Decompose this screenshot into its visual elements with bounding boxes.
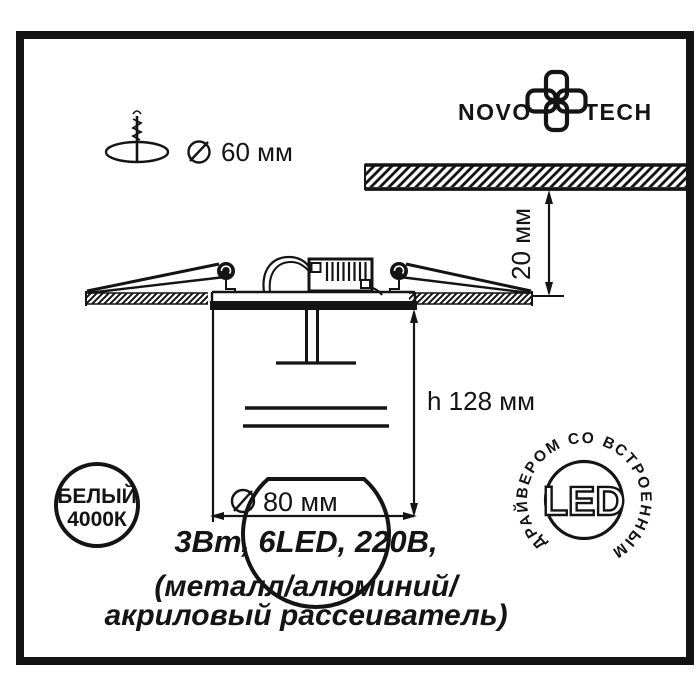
- sheet-frame: [20, 35, 690, 661]
- depth-dimension-label: 20 мм: [506, 208, 536, 280]
- novotech-flower-icon: [528, 72, 586, 130]
- stem: [307, 310, 318, 363]
- height-dimension-label: h 128 мм: [427, 386, 536, 416]
- cutout-dimension-label: 60 мм: [221, 137, 293, 167]
- color-temp-line2: 4000К: [67, 508, 127, 531]
- led-badge-ring-text: ДРАЙВЕРОМ СО ВСТРОЕННЫМ: [513, 429, 655, 562]
- led-driver-box: [309, 259, 372, 291]
- led-badge: [513, 430, 654, 562]
- spec-power-line: 3Вт, 6LED, 220В,: [174, 524, 438, 559]
- depth-dimension: [506, 190, 564, 296]
- drill-cutout-icon: [106, 111, 168, 162]
- body-diameter-dimension: [210, 487, 417, 520]
- spec-text: [104, 524, 507, 632]
- color-temp-line1: БЕЛЫЙ: [57, 485, 137, 508]
- diameter-60-icon: [189, 142, 210, 163]
- led-badge-label: LED: [543, 478, 625, 524]
- ceiling-section: [365, 164, 686, 190]
- trim-plate: [210, 292, 417, 310]
- novotech-logo: [458, 72, 653, 130]
- spec-materials-line1: (металл/алюминий/: [154, 570, 458, 603]
- body-dimension-label: 80 мм: [263, 487, 338, 517]
- logo-text-right: TECH: [584, 99, 653, 125]
- ceiling-strip-left: [86, 291, 208, 306]
- spring-clip-left-icon: [87, 262, 235, 293]
- ceiling-strip-right: [409, 291, 532, 306]
- color-temp-badge: [56, 464, 138, 546]
- logo-text-left: NOVO: [458, 99, 532, 125]
- spec-materials-line2: акриловый рассеиватель): [104, 599, 508, 632]
